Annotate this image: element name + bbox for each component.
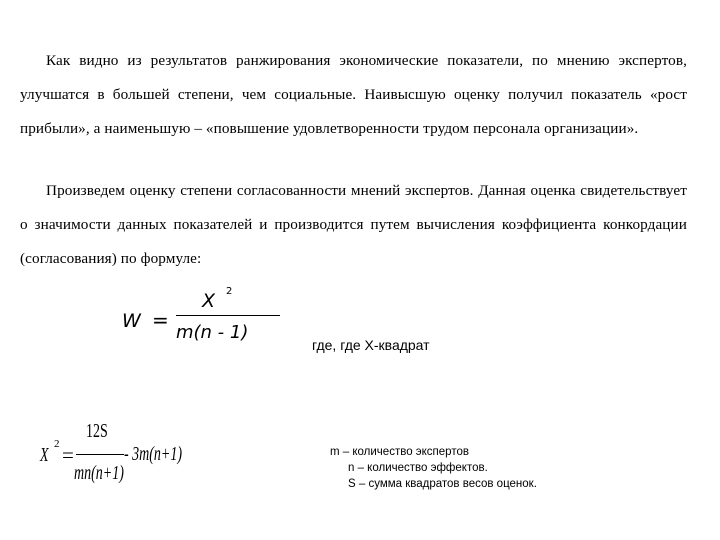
formula-x-lhs: X: [40, 444, 49, 466]
formula-x-numerator: 12S: [86, 420, 108, 442]
definition-s: S – сумма квадратов весов оценок.: [348, 478, 537, 490]
formula-x-fraction-bar: [76, 454, 124, 455]
definition-n: n – количество эффектов.: [348, 462, 488, 474]
formula-x-equals: =: [62, 443, 74, 467]
paragraph-concordance-intro: Произведем оценку степени согласованности мнений экспертов. Данная оценка свидетельствует о значимости данных показателей и производится путем вычисления коэффициента конкордации (согласования) по формуле:: [20, 182, 687, 267]
formula-w-lhs: W: [122, 310, 141, 332]
definition-m: m – количество экспертов: [330, 446, 469, 458]
paragraph-ranking-results: Как видно из результатов ранжирования экономические показатели, по мнению экспертов, улучшатся в большей степени, чем социальные. Наивысшую оценку получил показатель «рост прибыли», а наименьшую – «повышение удовлетворенности трудом персонала организации».: [20, 52, 687, 137]
formula-chi-square: [40, 410, 200, 510]
formula-w-denominator: m(n - 1): [176, 322, 249, 343]
variable-definitions: [330, 444, 537, 492]
formula-x-exponent: 2: [54, 438, 60, 450]
formula-concordance-coefficient: [122, 284, 282, 354]
formula-w-exponent: 2: [226, 286, 233, 297]
where-note: где, где Х-квадрат: [312, 337, 430, 353]
formula-x-remainder: - 3m(n+1): [124, 443, 183, 465]
formula-w-numerator: X: [202, 290, 216, 312]
formula-w-fraction-bar: [176, 315, 280, 316]
formula-x-denominator: mn(n+1): [74, 462, 124, 484]
formula-w-equals: =: [152, 308, 169, 332]
